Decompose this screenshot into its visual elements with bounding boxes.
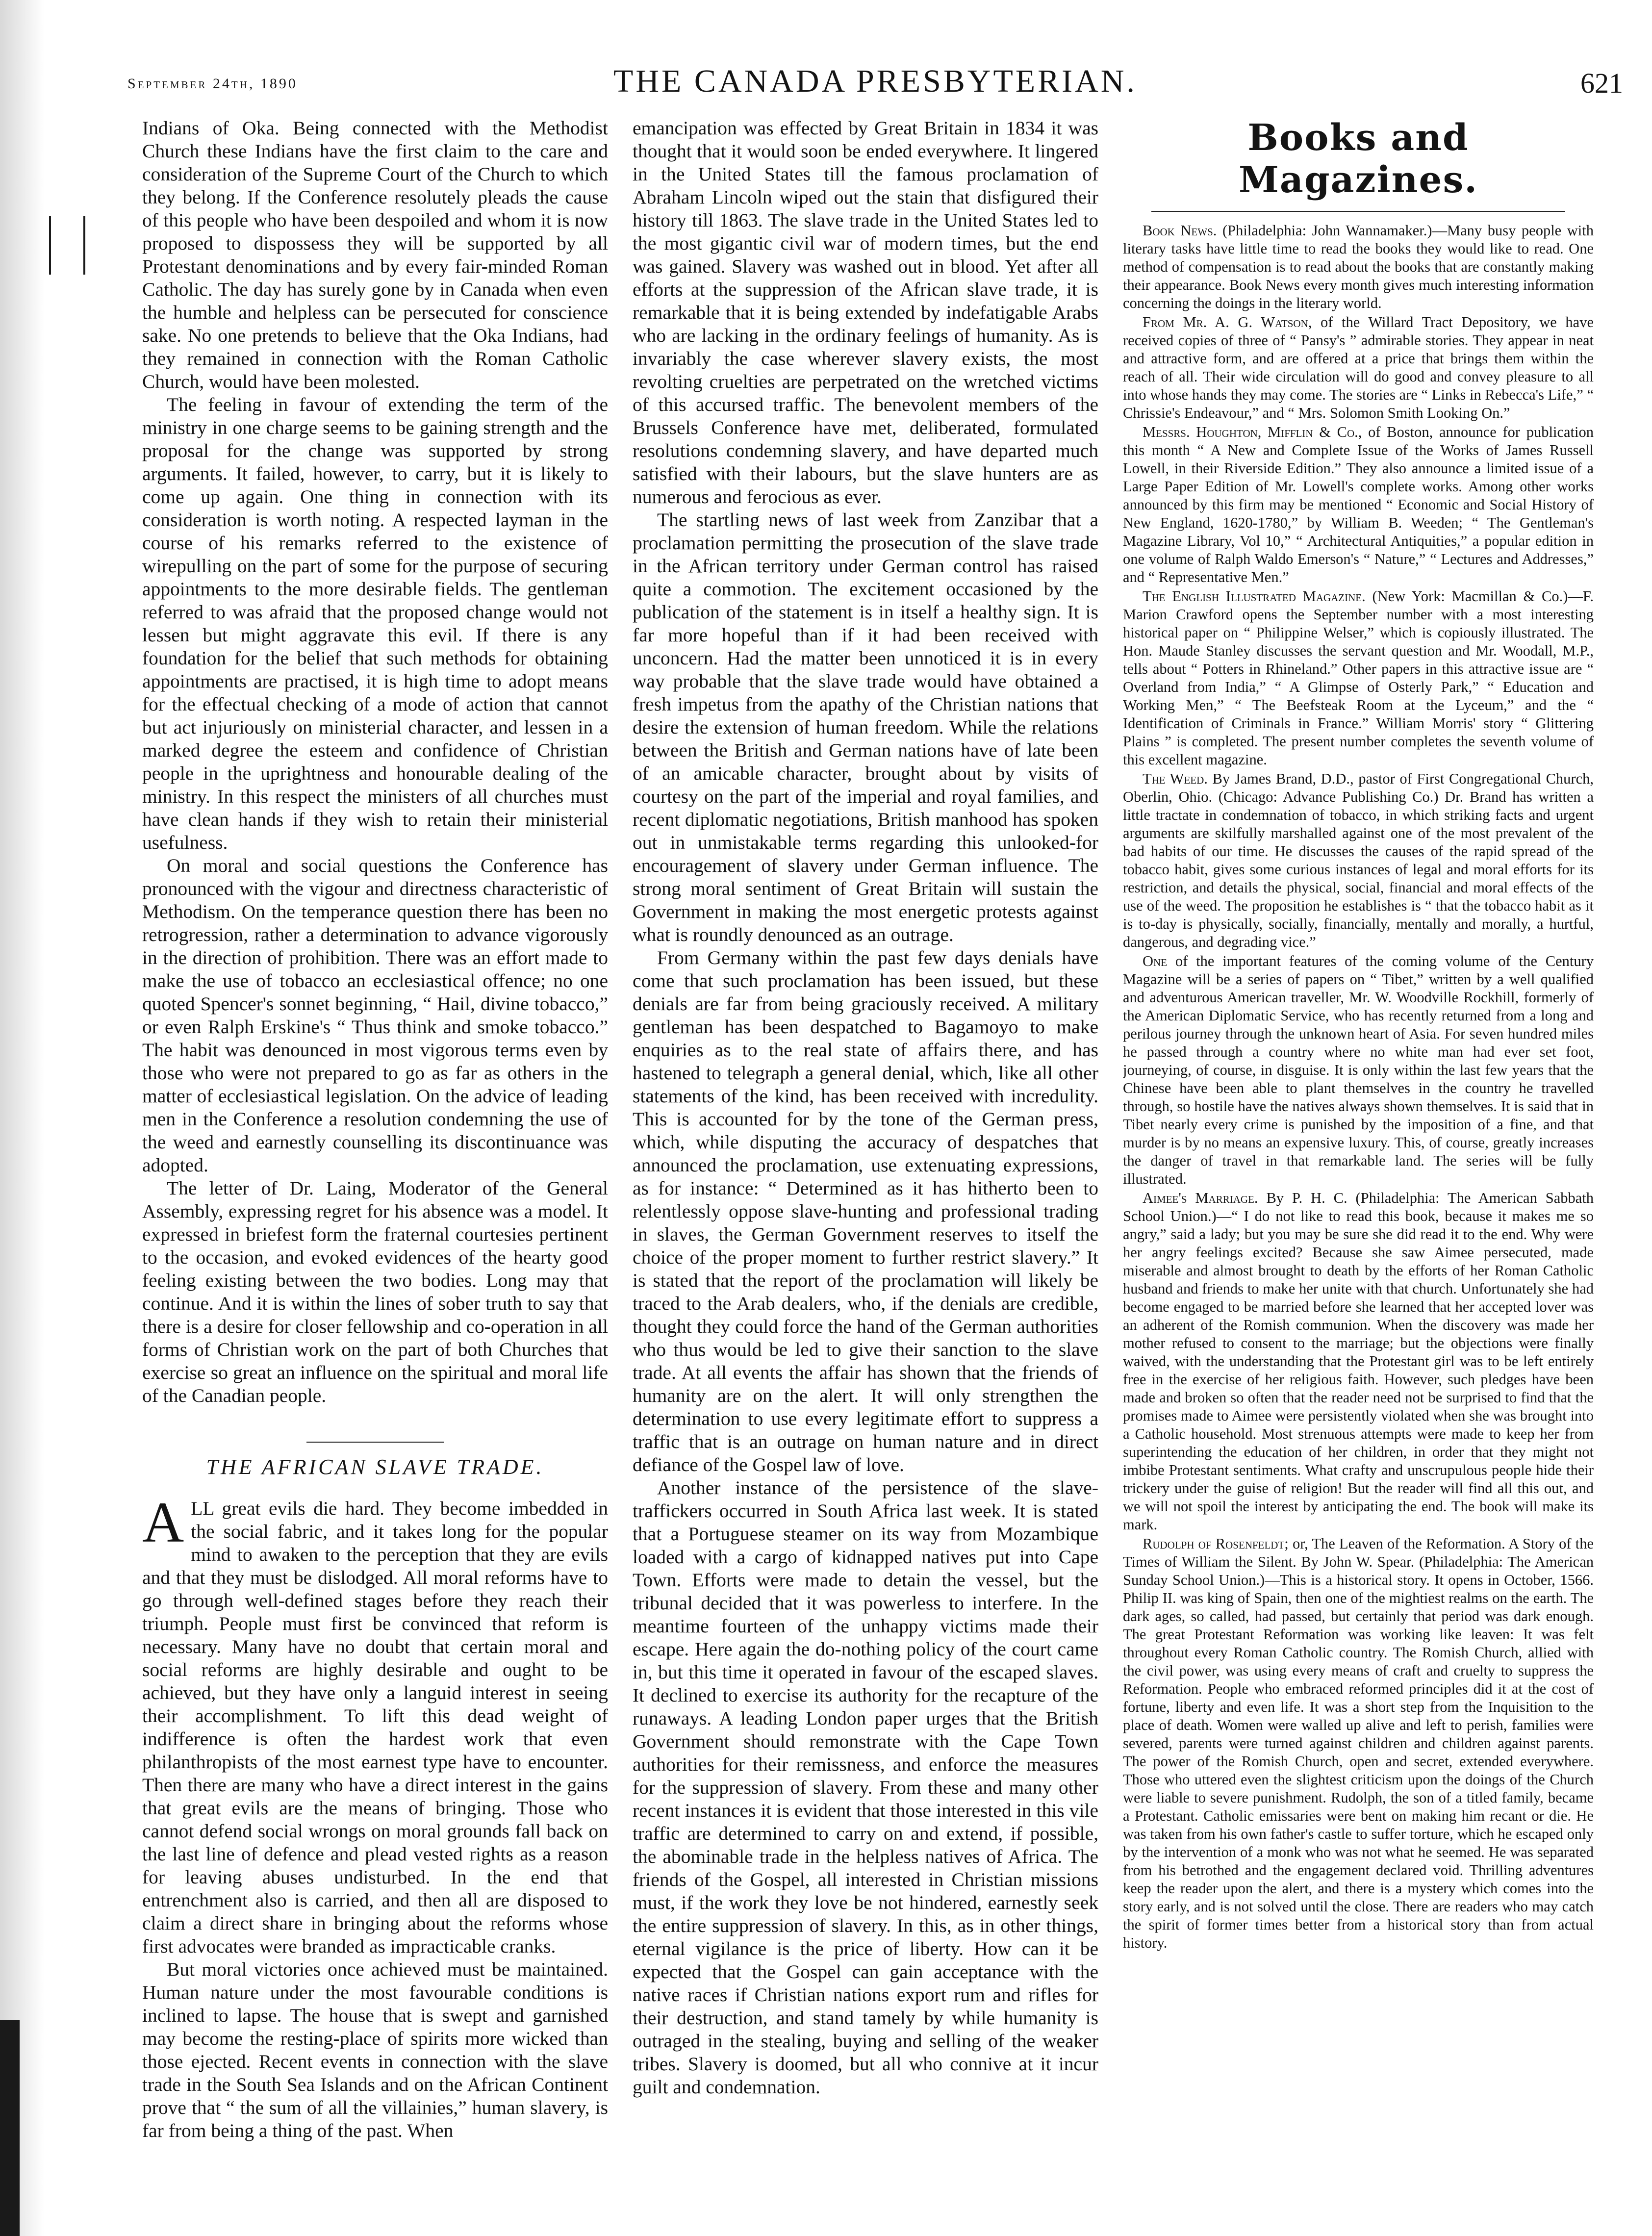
review-title: Aimee's Marriage. bbox=[1143, 1190, 1258, 1206]
article-paragraph: The startling news of last week from Zanzibar that a proclamation permitting the prosecution of the slave trade in the African territory under German control has raised quite a commotion. The excitement occasioned by the publication of the statement is in itself a healthy sign. It is far more hopeful than if it had been received with unconcern. Had the matter been unnoticed it is in every way probable that the slave trade would have obtained a fresh impetus from the apathy of the Christian nations that desire the extension of human freedom. While the relations between the British and German nations have of late been of an amicable character, brought about by visits of courtesy on the part of the imperial and royal families, and recent diplomatic negotiations, British manhood has spoken out in unmistakable terms regarding this unlooked-for encouragement of slavery under German influence. The strong moral sentiment of Great Britain will sustain the Government in making the most energetic protests against what is roundly denounced as an outrage. bbox=[633, 509, 1098, 945]
review-item bbox=[1123, 1189, 1594, 1534]
page-header bbox=[118, 59, 1633, 113]
publication-title: THE CANADA PRESBYTERIAN. bbox=[613, 63, 1137, 99]
review-title: Book News. bbox=[1143, 222, 1217, 239]
article-paragraph: Another instance of the persistence of the slave-traffickers occurred in South Africa last week. It is stated that a Portuguese steamer on its way from Mozambique loaded with a cargo of kidnapped natives put into Cape Town. Efforts were made to detain the vessel, but the tribunal decided that it was powerless to interfere. In the meantime fourteen of the unhappy victims made their escape. Here again the do-nothing policy of the court came in, but this time it operated in favour of the escaped slaves. It declined to exercise its authority for the recapture of the runaways. A leading London paper urges that the British Government should remonstrate with the Cape Town authorities for their remissness, and enforce the measures for the suppression of slavery. From these and many other recent instances it is evident that those interested in this vile traffic are determined to carry on and extend, if possible, the abominable trade in the helpless natives of Africa. The friends of the Gospel, all interested in Christian missions must, if the work they love be not hindered, earnestly seek the entire suppression of slavery. In this, as in other things, eternal vigilance is the price of liberty. How can it be expected that the Gospel can gain acceptance with the native races if Christian nations export rum and rifles for their destruction, and stand tamely by while humanity is outraged in the stealing, buying and selling of the weaker tribes. Slavery is doomed, but all who connive at it incur guilt and condemnation. bbox=[633, 1477, 1098, 2098]
binding-mark bbox=[49, 216, 51, 275]
review-text: of the Willard Tract Depository, we have received copies of three of “ Pansy's ” admirable stories. They appear in neat and attractive form, and are offered at a price that brings them within the reach of all. Their wide circulation will do good and convey pleasure to all into whose hands they may come. The stories are “ Links in Rebecca's Life,” “ Chrissie's Endeavour,” and “ Mrs. Solomon Smith Looking On.” bbox=[1123, 314, 1594, 421]
issue-date: September 24th, 1890 bbox=[127, 76, 298, 92]
review-text: (Philadelphia: John Wannamaker.)—Many busy people with literary tasks have little time to read the books they would like to read. One method of compensation is to read about the books that are constantly making their appearance. Book News every month gives much interesting information concerning the doings in the literary world. bbox=[1123, 222, 1594, 311]
review-item bbox=[1123, 1535, 1594, 1952]
column-1 bbox=[142, 117, 608, 2220]
binding-mark bbox=[83, 216, 85, 275]
article-paragraph: emancipation was effected by Great Britain in 1834 it was thought that it would soon be ended everywhere. It lingered in the United States till the famous proclamation of Abraham Lincoln wiped out the stain that disfigured their history till 1863. The slave trade in the United States led to the most gigantic civil war of modern times, but the end was gained. Slavery was washed out in blood. Yet after all efforts at the suppression of the African slave trade, it is remarkable that it is being extended by indefatigable Arabs who are lacking in the ordinary feelings of humanity. As is invariably the case wherever slavery exists, the most revolting cruelties are perpetrated on the wretched victims of this accursed traffic. The benevolent members of the Brussels Conference have met, deliberated, formulated resolutions condemning slavery, and have departed much satisfied with their labours, but the slave hunters are as numerous and ferocious as ever. bbox=[633, 117, 1098, 508]
binding-mark bbox=[0, 2020, 20, 2236]
review-title: One bbox=[1143, 953, 1168, 969]
review-item bbox=[1123, 587, 1594, 769]
books-magazines-heading: Books and Magazines. bbox=[1239, 117, 1478, 201]
review-title: From Mr. A. G. Watson, bbox=[1143, 314, 1312, 330]
review-text: of the important features of the coming volume of the Century Magazine will be a series of papers on “ Tibet,” written by a well qualified and adventurous American traveller, Mr. W. Woodville Rockhill, formerly of the American Diplomatic Service, who has recently returned from a long and perilous journey through the unknown heart of Asia. For seven hundred miles he passed through a country where no white man had ever set foot, journeying, of course, in disguise. It is only within the last few years that the Chinese have been able to plant themselves in the country he travelled through, so hostile have the natives always shown themselves. It is said that in Tibet nearly every crime is punished by the imposition of a fine, and that murder is by no means an expensive luxury. This, of course, greatly increases the danger of travel in that remarkable land. The series will be fully illustrated. bbox=[1123, 953, 1594, 1187]
article-paragraph: The letter of Dr. Laing, Moderator of the General Assembly, expressing regret for his absence was a model. It expressed in briefest form the fraternal courtesies pertinent to the occasion, and evoked evidences of the hearty good feeling existing between the two bodies. Long may that continue. And it is within the lines of sober truth to say that there is a desire for closer fellowship and co-operation in all forms of Christian work on the part of both Churches that exercise so great an influence on the spiritual and moral life of the Canadian people. bbox=[142, 1177, 608, 1406]
section-paragraph bbox=[142, 1490, 608, 1958]
review-text: By P. H. C. (Philadelphia: The American Sabbath School Union.)—“ I do not like to read this book, because it makes me so angry,” said a lady; but you may be sure she did read it to the end. Why were her angry feelings excited? Because she saw Aimee persecuted, made miserable and almost brought to death by the efforts of her Roman Catholic husband and friends to make her unite with that church. Unfortunately she had become engaged to be married before she learned that her accepted lover was an adherent of the Romish communion. When the discovery was made her mother refused to consent to the marriage; but the objections were finally waived, with the understanding that the Protestant girl was to be left entirely free in the exercise of her religious faith. However, such pledges have been made and broken so often that the reader need not be surprised to find that the promises made to Aimee were persistently violated when she was brought into a Catholic household. Most strenuous attempts were made to keep her from superintending the education of her children, in order that they might not imbibe Protestant sentiments. What crafty and unscrupulous people hide their trickery under the guise of religion! But the reader will find all this out, and we will not spoil the interest by anticipating the end. The book will make its mark. bbox=[1123, 1190, 1594, 1533]
article-paragraph: On moral and social questions the Conference has pronounced with the vigour and directness characteristic of Methodism. On the temperance question there has been no retrogression, rather a determination to advance vigorously in the direction of prohibition. There was an effort made to make the use of tobacco an ecclesiastical offence; no one quoted Spencer's sonnet beginning, “ Hail, divine tobacco,” or even Ralph Erskine's “ Thus think and smoke tobacco.” The habit was denounced in most vigorous terms even by those who were not prepared to go as far as others in the matter of ecclesiastical legislation. On the advice of leading men in the Conference a resolution condemning the use of the weed and earnestly counselling its discontinuance was adopted. bbox=[142, 855, 608, 1176]
binding-edge bbox=[0, 0, 44, 2236]
review-text: (New York: Macmillan & Co.)—F. Marion Crawford opens the September number with a most interesting historical paper on “ Philippine Welser,” which is copiously illustrated. The Hon. Maude Stanley discusses the servant question and Mr. Woodall, M.P., tells about “ Potters in Rhineland.” Other papers in this attractive issue are “ Overland from India,” “ A Glimpse of Osterly Park,” “ Education and Working Men,” “ The Beefsteak Room at the Lyceum,” and the “ Identification of Criminals in France.” William Morris' story “ Glittering Plains ” is completed. The present number completes the seventh volume of this excellent magazine. bbox=[1123, 588, 1594, 768]
section-rule bbox=[306, 1442, 444, 1443]
review-title: Rudolph of Rosenfeldt; bbox=[1143, 1535, 1289, 1552]
review-item bbox=[1123, 222, 1594, 312]
column-2 bbox=[633, 117, 1098, 2220]
section-title: THE AFRICAN SLAVE TRADE. bbox=[206, 1455, 544, 1479]
drop-cap: A bbox=[142, 1490, 184, 1554]
article-paragraph: The feeling in favour of extending the term of the ministry in one charge seems to be gaining strength and the proposal for the change was supported by strong arguments. It failed, however, to carry, but it is likely to come up again. One thing in connection with its consideration is worth noting. A respected layman in the course of his remarks referred to the existence of wirepulling on the part of some for the purpose of securing appointments to the more desirable fields. The gentleman referred to was afraid that the proposed change would not lessen but might aggravate this evil. If there is any foundation for the belief that such methods for obtaining appointments are practised, it is high time to adopt means for the effectual checking of a mode of action that cannot but act injuriously on ministerial character, and lessen in a marked degree the esteem and confidence of Christian people in the uprightness and honourable dealing of the ministry. In this respect the ministers of all churches must have clean hands if they wish to retain their ministerial usefulness. bbox=[142, 394, 608, 853]
review-item bbox=[1123, 423, 1594, 586]
section-paragraph: But moral victories once achieved must be maintained. Human nature under the most favourable conditions is inclined to lapse. The house that is swept and garnished may become the resting-place of spirits more wicked than those ejected. Recent events in connection with the slave trade in the South Sea Islands and on the African Continent prove that “ the sum of all the villainies,” human slavery, is far from being a thing of the past. When bbox=[142, 1958, 608, 2141]
heading-rule bbox=[1151, 211, 1566, 212]
review-text: By James Brand, D.D., pastor of First Congregational Church, Oberlin, Ohio. (Chicago: Advance Publishing Co.) Dr. Brand has written a little tractate in condemnation of tobacco, in which striking facts and urgent arguments are skilfully marshalled against one of the most prevalent of the bad habits of our time. He discusses the causes of the rapid spread of the tobacco habit, gives some curious instances of legal and moral efforts for its restriction, and details the physical, social, financial and moral effects of the use of the weed. The proposition he establishes is “ that the tobacco habit as it is to-day is physically, socially, financially, mentally and morally, a hurtful, dangerous, and degrading vice.” bbox=[1123, 770, 1594, 950]
review-title: Messrs. Houghton, Mifflin & Co., bbox=[1143, 424, 1362, 440]
section-paragraph-text: LL great evils die hard. They become imbedded in the social fabric, and it takes long for the popular mind to awaken to the perception that they are evils and that they must be dislodged. All moral reforms have to go through well-defined stages before they reach their triumph. People must first be convinced that reform is necessary. Many have no doubt that certain moral and social reforms are highly desirable and ought to be achieved, but they have only a languid interest in seeing their accomplishment. To lift this dead weight of indifference is often the hardest work that even philanthropists of the most earnest type have to encounter. Then there are many who have a direct interest in the gains that great evils are the means of bringing. Those who cannot defend social wrongs on moral grounds fall back on the last line of defence and plead vested rights as a reason for leaving abuses undisturbed. In the end that entrenchment also is carried, and then all are disposed to claim a direct share in bringing about the reforms whose first advocates were branded as impracticable cranks. bbox=[142, 1498, 608, 1957]
article-paragraph: Indians of Oka. Being connected with the Methodist Church these Indians have the first claim to the care and consideration of the Supreme Court of the Church to which they belong. If the Conference resolutely pleads the cause of this people who have been despoiled and whom it is now proposed to dispossess they will be supported by all Protestant denominations and by every fair-minded Roman Catholic. The day has surely gone by in Canada when even the humble and helpless can be persecuted for conscience sake. No one pretends to believe that the Oka Indians, had they remained in connection with the Roman Catholic Church, would have been molested. bbox=[142, 117, 608, 392]
review-item bbox=[1123, 313, 1594, 422]
review-item bbox=[1123, 952, 1594, 1188]
page-number: 621 bbox=[1580, 67, 1623, 99]
review-title: The English Illustrated Magazine. bbox=[1143, 588, 1366, 605]
review-title: The Weed. bbox=[1143, 770, 1208, 787]
review-text: or, The Leaven of the Reformation. A Story of the Times of William the Silent. By John W. Spear. (Philadelphia: The American Sunday School Union.)—This is a historical story. It opens in October, 1566. Philip II. was king of Spain, then one of the mightiest realms on the earth. The dark ages, so called, had passed, but certainly that period was dark enough. The great Protestant Reformation was working like leaven: It was felt throughout every Roman Catholic country. The Romish Church, allied with the civil power, was using every means of craft and cruelty to suppress the Reformation. People who embraced reformed principles did it at the cost of fortune, liberty and even life. It was a short step from the Inquisition to the place of death. Women were walled up alive and left to perish, families were severed, parents were turned against children and children against parents. The power of the Romish Church, open and secret, extended everywhere. Those who uttered even the slightest criticism upon the doings of the Church were liable to severe punishment. Rudolph, the son of a titled family, became a Protestant. Catholic emissaries were bent on making him recant or die. He was taken from his own father's castle to suffer torture, which he escaped only by the intervention of a monk who was not what he seemed. He was separated from his betrothed and the engagement declared void. Thrilling adventures keep the reader upon the alert, and there is a mystery which comes into the story early, and is not solved until the close. There are readers who may catch the spirit of former times better from a historical story than from actual history. bbox=[1123, 1535, 1594, 1951]
review-item bbox=[1123, 770, 1594, 951]
column-3 bbox=[1123, 117, 1594, 2220]
article-paragraph: From Germany within the past few days denials have come that such proclamation has been issued, but these denials are far from being graciously received. A military gentleman has been despatched to Bagamoyo to make enquiries as to the real state of affairs there, and has hastened to telegraph a general denial, which, like all other statements of the kind, has been received with incredulity. This is accounted for by the tone of the German press, which, while disputing the accuracy of despatches that announced the proclamation, use extenuating expressions, as for instance: “ Determined as it has hitherto been to relentlessly oppose slave-hunting and professional trading in slaves, the German Government reserves to itself the choice of the proper moment to further restrict slavery.” It is stated that the report of the proclamation will likely be traced to the Arab dealers, who, if the denials are credible, thought they could force the hand of the German authorities who thus would be led to give their sanction to the slave trade. At all events the affair has shown that the friends of humanity are on the alert. It will only strengthen the determination to use every legitimate effort to suppress a traffic that is an outrage on human nature and in direct defiance of the Gospel law of love. bbox=[633, 947, 1098, 1475]
review-text: of Boston, announce for publication this month “ A New and Complete Issue of the Works of James Russell Lowell, in their Riverside Edition.” They also announce a limited issue of a Large Paper Edition of Mr. Lowell's complete works. Among other works announced by this firm may be mentioned “ Economic and Social History of New England, 1620-1780,” by William B. Weeden; “ The Gentleman's Magazine Library, Vol 10,” “ Architectural Antiquities,” a popular edition in one volume of Ralph Waldo Emerson's “ Nature,” “ Lectures and Addresses,” and “ Representative Men.” bbox=[1123, 424, 1594, 585]
